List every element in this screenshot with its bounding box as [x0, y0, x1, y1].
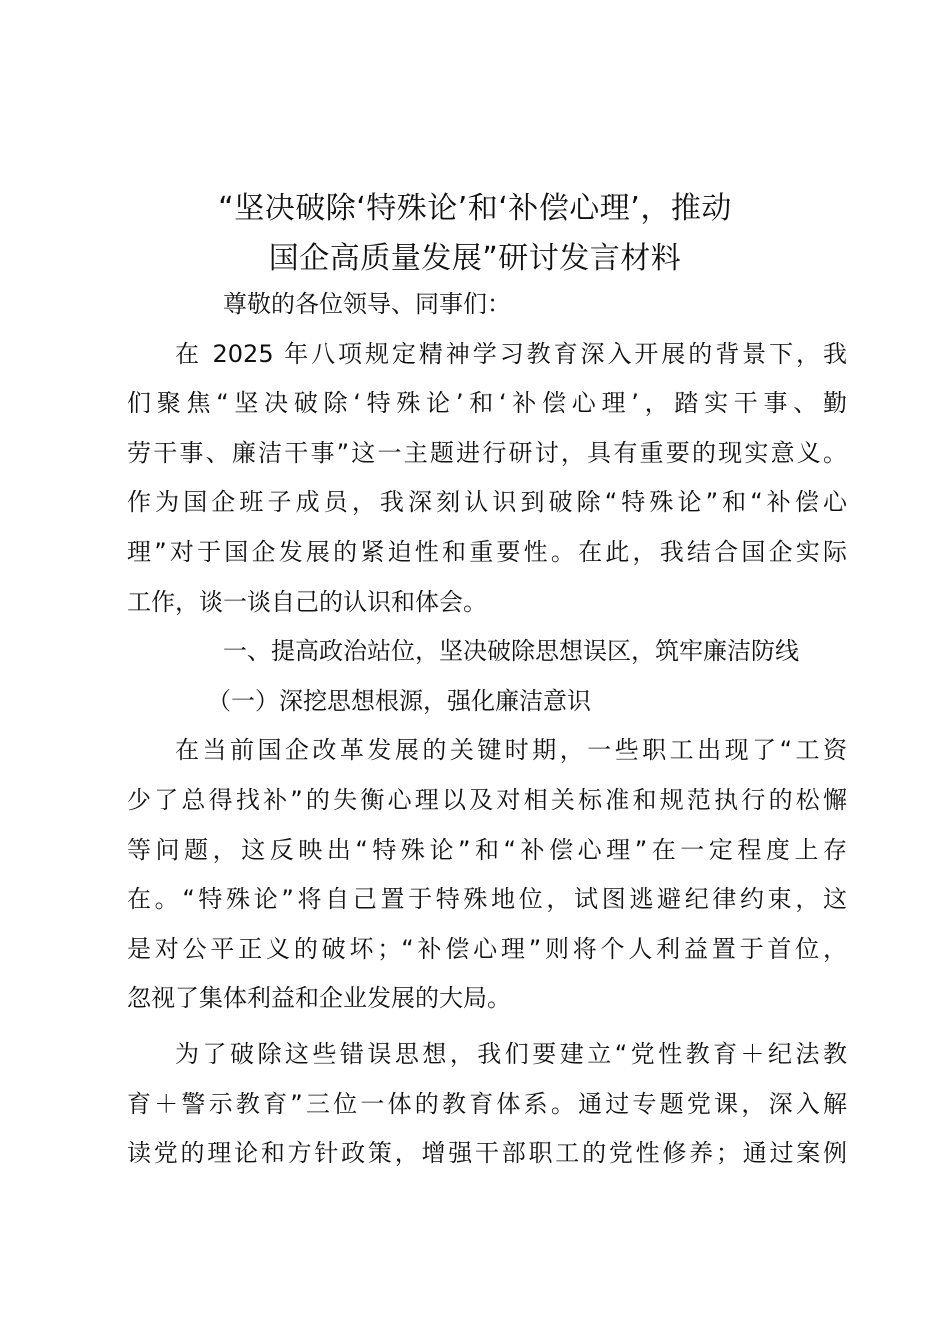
paragraph-line: 等问题，这反映出“特殊论”和“补偿心理”在一定程度上存 — [127, 835, 847, 864]
document-body — [127, 280, 847, 1179]
salutation-text: 尊敬的各位领导、同事们： — [223, 290, 511, 318]
paragraph-line: 工作，谈一谈自己的认识和体会。 — [127, 587, 487, 616]
subsection-heading-text: （一）深挖思想根源，强化廉洁意识 — [207, 686, 591, 715]
paragraph-line: 们聚焦“坚决破除‘特殊论’和‘补偿心理’，踏实干事、勤 — [127, 389, 847, 418]
salutation — [127, 280, 847, 330]
section-heading-text: 一、提高政治站位，坚决破除思想误区，筑牢廉洁防线 — [223, 637, 799, 666]
paragraph-line: 育＋警示教育”三位一体的教育体系。通过专题党课，深入解 — [127, 1089, 847, 1118]
paragraph-line: 在当前国企改革发展的关键时期，一些职工出现了“工资 — [175, 736, 847, 765]
subsection-heading-1 — [127, 677, 847, 727]
paragraph-intro — [127, 330, 847, 628]
paragraph-line: 在。“特殊论”将自己置于特殊地位，试图逃避纪律约束，这 — [127, 885, 847, 914]
paragraph-line: 读党的理论和方针政策，增强干部职工的党性修养；通过案例 — [127, 1139, 847, 1168]
paragraph-line: 少了总得找补”的失衡心理以及对相关标准和规范执行的松懈 — [127, 785, 847, 814]
document-title — [110, 184, 840, 284]
paragraph-line: 作为国企班子成员，我深刻认识到破除“特殊论”和“补偿心 — [127, 488, 847, 517]
paragraph-line: 劳干事、廉洁干事”这一主题进行研讨，具有重要的现实意义。 — [127, 438, 847, 467]
title-line-1: “坚决破除‘特殊论’和‘补偿心理’，推动 — [218, 191, 732, 226]
paragraph-body-1 — [127, 726, 847, 1024]
paragraph-line: 在 2025 年八项规定精神学习教育深入开展的背景下，我 — [175, 339, 847, 368]
section-heading-1 — [127, 627, 847, 677]
paragraph-line: 忽视了集体利益和企业发展的大局。 — [127, 984, 511, 1013]
paragraph-line: 理”对于国企发展的紧迫性和重要性。在此，我结合国企实际 — [127, 537, 847, 566]
title-line-2: 国企高质量发展”研讨发言材料 — [268, 241, 682, 276]
paragraph-line: 是对公平正义的破坏；“补偿心理”则将个人利益置于首位， — [127, 934, 847, 963]
paragraph-line: 为了破除这些错误思想，我们要建立“党性教育＋纪法教 — [175, 1039, 847, 1068]
paragraph-body-2 — [127, 1030, 847, 1179]
